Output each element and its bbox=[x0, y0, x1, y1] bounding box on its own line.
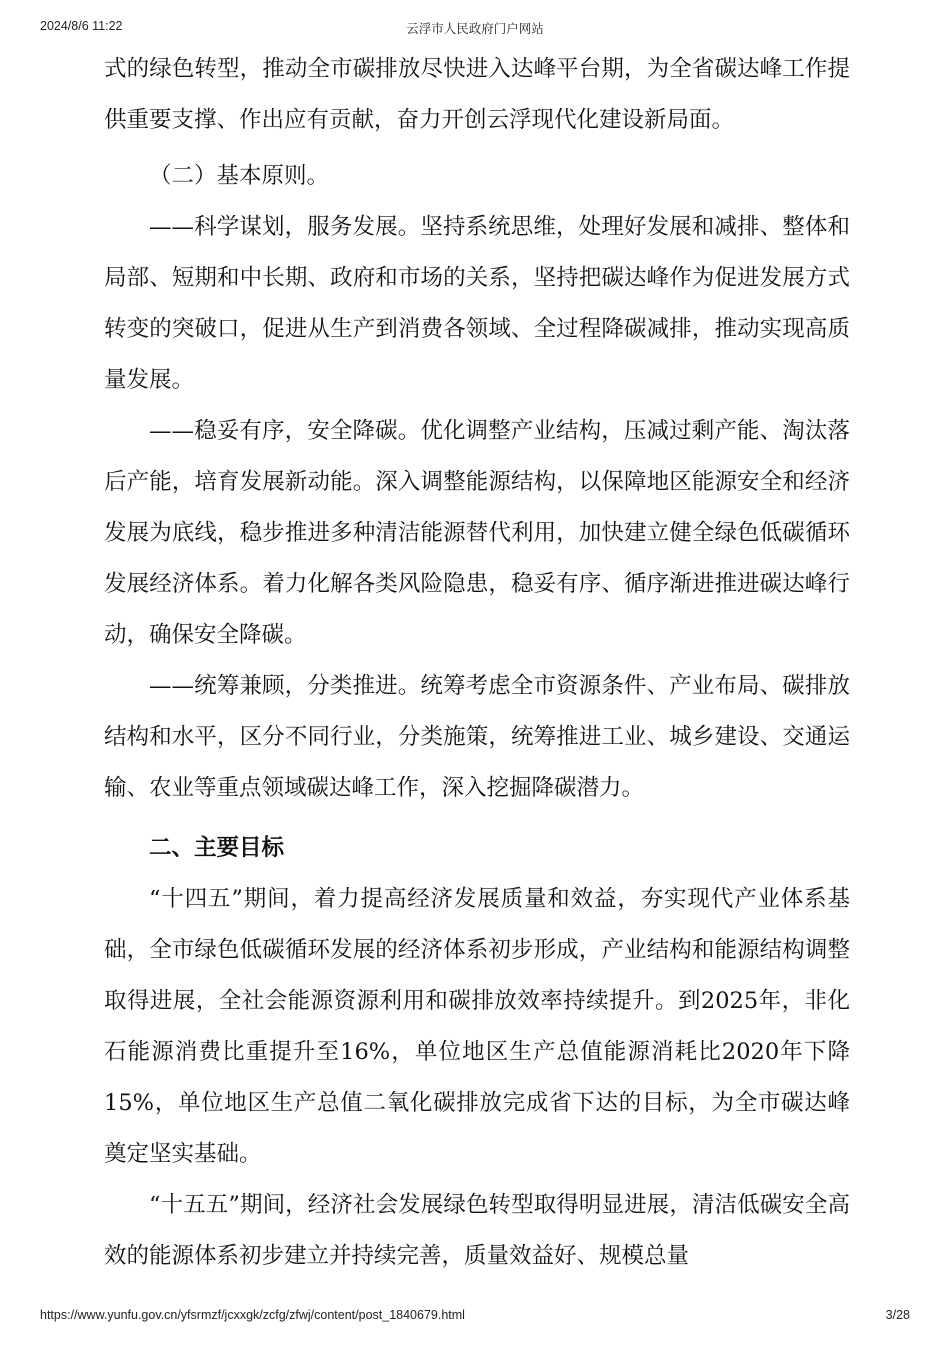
goal-paragraph: “十五五”期间，经济社会发展绿色转型取得明显进展，清洁低碳安全高效的能源体系初步建立并持续完善，质量效益好、规模总量 bbox=[104, 1192, 850, 1269]
principle-paragraph: ——统筹兼顾，分类推进。统筹考虑全市资源条件、产业布局、碳排放结构和水平，区分不同行业，分类施策，统筹推进工业、城乡建设、交通运输、农业等重点领域碳达峰工作，深入挖掘降碳潜力。 bbox=[104, 673, 850, 801]
goal-paragraph: “十四五”期间，着力提高经济发展质量和效益，夯实现代产业体系基础，全市绿色低碳循环发展的经济体系初步形成，产业结构和能源结构调整取得进展，全社会能源资源利用和碳排放效率持续提升。到2025年，非化石能源消费比重提升至16%，单位地区生产总值能源消耗比2020年下降15%，单位地区生产总值二氧化碳排放完成省下达的目标，为全市碳达峰奠定坚实基础。 bbox=[104, 886, 850, 1167]
principle-paragraph: ——科学谋划，服务发展。坚持系统思维，处理好发展和减排、整体和局部、短期和中长期、政府和市场的关系，坚持把碳达峰作为促进发展方式转变的突破口，促进从生产到消费各领域、全过程降碳减排，推动实现高质量发展。 bbox=[104, 214, 850, 393]
page-url: https://www.yunfu.gov.cn/yfsrmzf/jcxxgk/zcfg/zfwj/content/post_1840679.html bbox=[40, 1308, 465, 1322]
print-header bbox=[0, 19, 950, 39]
site-title: 云浮市人民政府门户网站 bbox=[406, 22, 544, 36]
print-footer bbox=[0, 1308, 950, 1328]
paragraph-intro-continuation: 式的绿色转型，推动全市碳排放尽快进入达峰平台期，为全省碳达峰工作提供重要支撑、作出应有贡献，奋力开创云浮现代化建设新局面。 bbox=[104, 56, 850, 133]
document-body bbox=[104, 44, 850, 1282]
section-heading-main-goals: 二、主要目标 bbox=[149, 835, 285, 861]
section-heading-basic-principles: （二）基本原则。 bbox=[149, 163, 330, 189]
principle-paragraph: ——稳妥有序，安全降碳。优化调整产业结构，压减过剩产能、淘汰落后产能，培育发展新动能。深入调整能源结构，以保障地区能源安全和经济发展为底线，稳步推进多种清洁能源替代利用，加快建立健全绿色低碳循环发展经济体系。着力化解各类风险隐患，稳妥有序、循序渐进推进碳达峰行动，确保安全降碳。 bbox=[104, 418, 850, 648]
page-number: 3/28 bbox=[885, 1308, 910, 1322]
print-datetime: 2024/8/6 11:22 bbox=[40, 19, 123, 33]
